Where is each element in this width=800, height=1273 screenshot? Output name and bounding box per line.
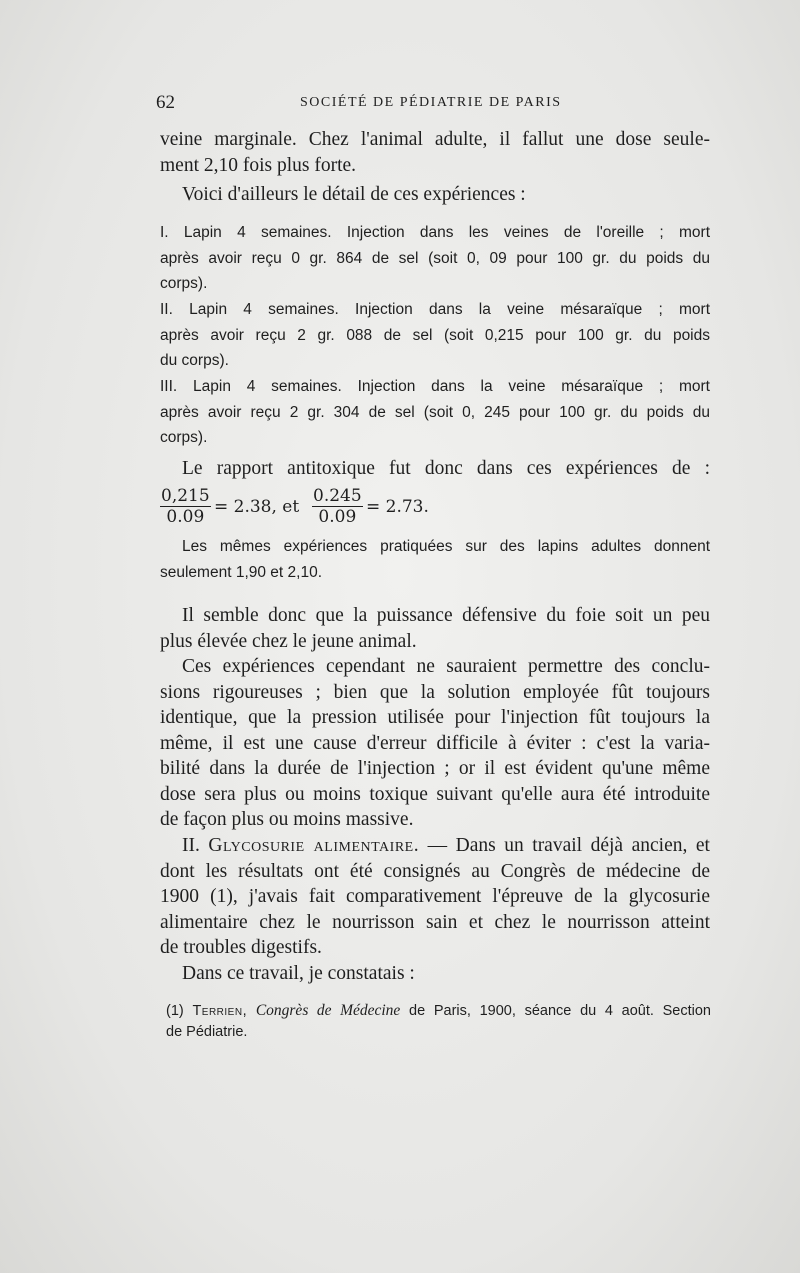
fraction-1-denominator: 0.09 bbox=[166, 507, 205, 527]
footnote-line-1 bbox=[166, 1000, 711, 1022]
footnote-author: Terrien, bbox=[192, 1003, 248, 1019]
text-line: après avoir reçu 2 gr. 088 de sel (soit 0,215 pour 100 gr. du poids bbox=[160, 326, 710, 344]
fraction-1-result: = 2.38, et bbox=[214, 497, 300, 517]
text-line: de troubles digestifs. bbox=[160, 937, 322, 958]
fraction-2-result: = 2.73. bbox=[366, 497, 429, 517]
running-head: SOCIÉTÉ DE PÉDIATRIE DE PARIS bbox=[300, 95, 562, 110]
text-line: veine marginale. Chez l'animal adulte, il fallut une dose seule- bbox=[160, 129, 710, 150]
text-line: dose sera plus ou moins toxique suivant qu'elle aura été introduite bbox=[160, 783, 710, 805]
text-line: Le rapport antitoxique fut donc dans ces expériences de : bbox=[182, 458, 710, 479]
paragraph-semble bbox=[160, 603, 710, 654]
text-line: plus élevée chez le jeune animal. bbox=[160, 630, 417, 652]
paragraph-adultes bbox=[160, 534, 710, 585]
experiment-3 bbox=[160, 374, 710, 451]
text-line: après avoir reçu 0 gr. 864 de sel (soit 0, 09 pour 100 gr. du poids du bbox=[160, 249, 710, 267]
fraction-2-denominator: 0.09 bbox=[318, 507, 357, 527]
paragraph-intro bbox=[160, 127, 710, 208]
text-line: Voici d'ailleurs le détail de ces expériences : bbox=[182, 184, 526, 205]
section-numeral: II. bbox=[182, 835, 200, 856]
fraction-1-numerator: 0,215 bbox=[161, 486, 210, 506]
text-line: bilité dans la durée de l'injection ; or il est évident qu'une même bbox=[160, 758, 710, 779]
text-line: du corps). bbox=[160, 352, 229, 369]
text-line: III. Lapin 4 semaines. Injection dans la veine mésaraïque ; mort bbox=[160, 378, 710, 395]
text-line: ment 2,10 fois plus forte. bbox=[160, 154, 357, 176]
text-line: II. Lapin 4 semaines. Injection dans la veine mésaraïque ; mort bbox=[160, 301, 710, 318]
experiment-1 bbox=[160, 220, 710, 297]
text-fragment: — Dans un travail déjà ancien, et bbox=[427, 835, 710, 856]
section-heading-line bbox=[160, 833, 710, 859]
section-title: Glycosurie alimentaire. bbox=[208, 835, 420, 856]
text-line: identique, que la pression utilisée pour l'injection fût toujours la bbox=[160, 707, 710, 728]
text-line: 1900 (1), j'avais fait comparativement l'épreuve de la glycosurie bbox=[160, 886, 710, 907]
fraction-2 bbox=[312, 486, 363, 527]
formula bbox=[160, 486, 460, 528]
text-line: seulement 1,90 et 2,10. bbox=[160, 563, 323, 581]
footnote bbox=[166, 1000, 711, 1043]
text-line: sions rigoureuses ; bien que la solution employée fût toujours bbox=[160, 681, 710, 703]
footnote-marker: (1) bbox=[166, 1003, 184, 1019]
text-line: Dans ce travail, je constatais : bbox=[182, 962, 415, 984]
text-line: corps). bbox=[160, 429, 208, 446]
text-line: corps). bbox=[160, 275, 208, 292]
fraction-1 bbox=[160, 486, 211, 527]
text-line: I. Lapin 4 semaines. Injection dans les veines de l'oreille ; mort bbox=[160, 224, 710, 241]
text-line: de façon plus ou moins massive. bbox=[160, 809, 414, 830]
text-line: même, il est une cause d'erreur difficile à éviter : c'est la varia- bbox=[160, 732, 710, 754]
text-line: Les mêmes expériences pratiquées sur des lapins adultes donnent bbox=[182, 538, 710, 555]
text-line: dont les résultats ont été consignés au Congrès de médecine de bbox=[160, 860, 710, 882]
page-header bbox=[156, 92, 716, 118]
text-line: Ces expériences cependant ne sauraient permettre des conclu- bbox=[182, 656, 710, 677]
page-number: 62 bbox=[156, 92, 175, 113]
footnote-work: Congrès de Médecine bbox=[255, 1002, 401, 1019]
text-line: après avoir reçu 2 gr. 304 de sel (soit 0, 245 pour 100 gr. du poids du bbox=[160, 403, 710, 421]
fraction-2-numerator: 0.245 bbox=[313, 486, 362, 506]
text-line: Il semble donc que la puissance défensive du foie soit un peu bbox=[182, 605, 710, 626]
paragraph-experiences bbox=[160, 654, 710, 833]
paragraph-rapport bbox=[160, 456, 710, 482]
footnote-text: de Paris, 1900, séance du 4 août. Section bbox=[409, 1003, 711, 1019]
experiment-2 bbox=[160, 297, 710, 374]
text-line: alimentaire chez le nourrisson sain et chez le nourrisson atteint bbox=[160, 911, 710, 933]
section-glycosurie bbox=[160, 833, 710, 986]
footnote-line-2: de Pédiatrie. bbox=[166, 1024, 248, 1040]
